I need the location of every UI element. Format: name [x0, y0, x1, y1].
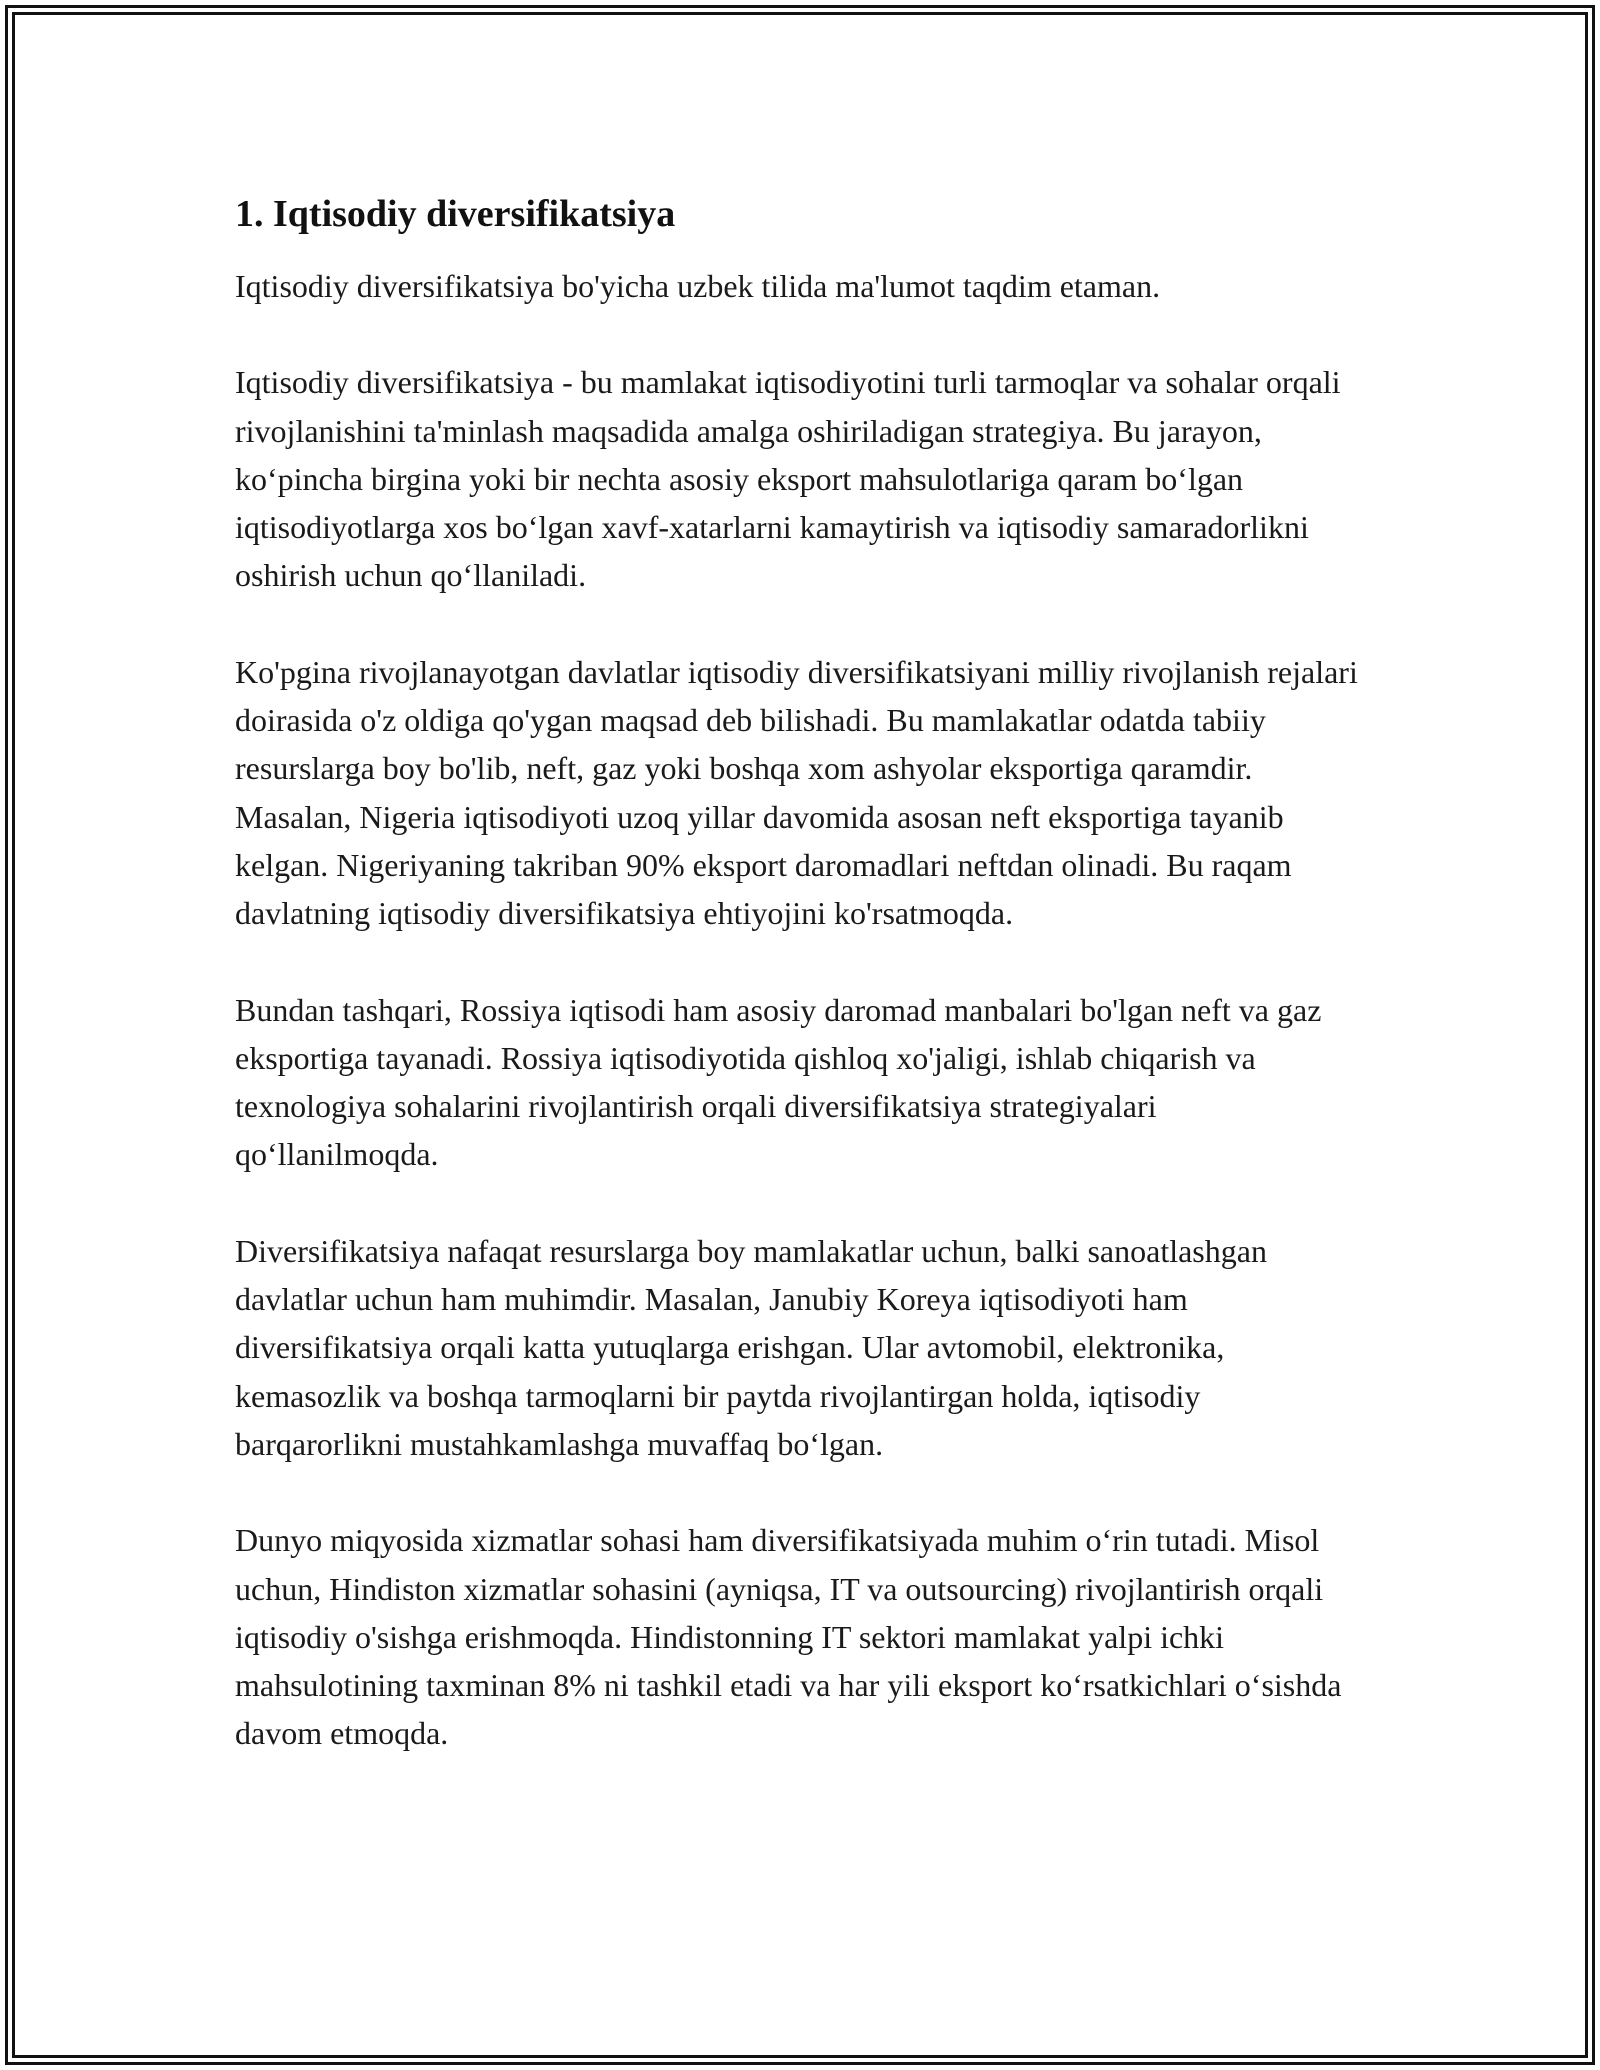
paragraph-intro: Iqtisodiy diversifikatsiya bo'yicha uzbek tilida ma'lumot taqdim etaman. — [235, 268, 1161, 304]
paragraph-definition: Iqtisodiy diversifikatsiya - bu mamlakat iqtisodiyotini turli tarmoqlar va sohalar orqali rivojlanishini ta'minlash maqsadida amalga oshiriladigan strategiya. Bu jarayon, koʻpincha birgina yoki bir nechta asosiy eksport mahsulotlariga qaram boʻlgan iqtisodiyotlarga xos boʻlgan xavf-xatarlarni kamaytirish va iqtisodiy samaradorlikni oshirish uchun qoʻllaniladi. — [235, 364, 1341, 594]
document-body — [235, 188, 1365, 1758]
paragraph-russia: Bundan tashqari, Rossiya iqtisodi ham asosiy daromad manbalari bo'lgan neft va gaz eksportiga tayanadi. Rossiya iqtisodiyotida qishloq xo'jaligi, ishlab chiqarish va texnologiya sohalarini rivojlantirish orqali diversifikatsiya strategiyalari qoʻllanilmoqda. — [235, 991, 1322, 1173]
paragraph-developing-countries: Ko'pgina rivojlanayotgan davlatlar iqtisodiy diversifikatsiyani milliy rivojlanish rejalari doirasida o'z oldiga qo'ygan maqsad deb bilishadi. Bu mamlakatlar odatda tabiiy resurslarga boy bo'lib, neft, gaz yoki boshqa xom ashyolar eksportiga qaramdir. Masalan, Nigeria iqtisodiyoti uzoq yillar davomida asosan neft eksportiga tayanib kelgan. Nigeriyaning takriban 90% eksport daromadlari neftdan olinadi. Bu raqam davlatning iqtisodiy diversifikatsiya ehtiyojini ko'rsatmoqda. — [235, 653, 1358, 932]
paragraph-india: Dunyo miqyosida xizmatlar sohasi ham diversifikatsiyada muhim oʻrin tutadi. Misol uchun, Hindiston xizmatlar sohasini (ayniqsa, IT va outsourcing) rivojlantirish orqali iqtisodiy o'sishga erishmoqda. Hindistonning IT sektori mamlakat yalpi ichki mahsulotining taxminan 8% ni tashkil etadi va har yili eksport koʻrsatkichlari oʻsishda davom etmoqda. — [235, 1522, 1342, 1752]
paragraph-south-korea: Diversifikatsiya nafaqat resurslarga boy mamlakatlar uchun, balki sanoatlashgan davlatlar uchun ham muhimdir. Masalan, Janubiy Koreya iqtisodiyoti ham diversifikatsiya orqali katta yutuqlarga erishgan. Ular avtomobil, elektronika, kemasozlik va boshqa tarmoqlarni bir paytda rivojlantirgan holda, iqtisodiy barqarorlikni mustahkamlashga muvaffaq boʻlgan. — [235, 1232, 1267, 1462]
section-heading: 1. Iqtisodiy diversifikatsiya — [235, 193, 676, 235]
